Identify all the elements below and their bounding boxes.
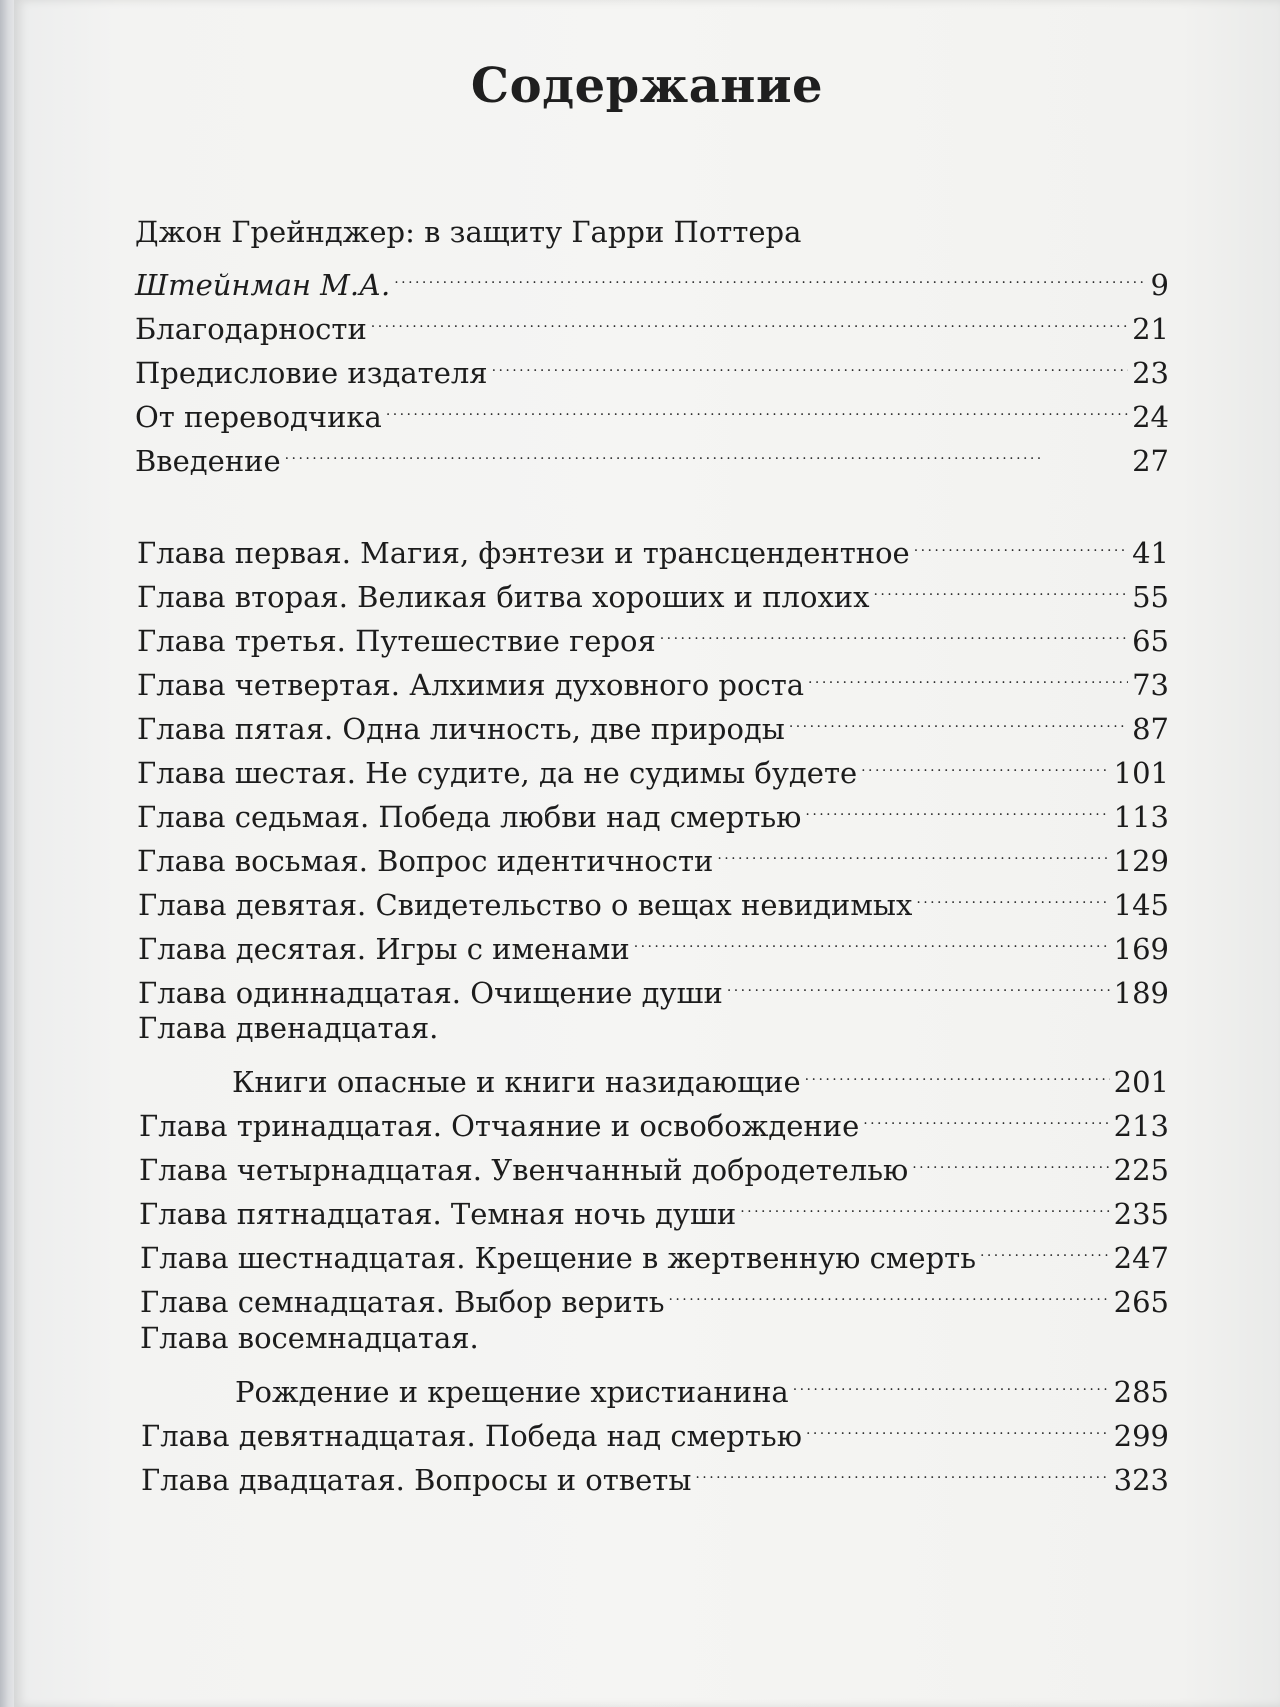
toc-page-number: 299 xyxy=(1113,1419,1169,1453)
toc-entry-chapter-13[interactable] xyxy=(139,1096,1169,1143)
toc-entry-label: Глава четырнадцатая. Увенчанный добродетелью xyxy=(139,1153,909,1187)
toc-entry-chapter-12[interactable] xyxy=(232,1052,1169,1099)
toc-entry-label: Глава шестнадцатая. Крещение в жертвенную смерть xyxy=(140,1241,976,1275)
toc-entry-label: Глава пятнадцатая. Темная ночь души xyxy=(139,1197,737,1231)
toc-entry-label: Глава пятая. Одна личность, две природы xyxy=(137,712,785,746)
toc-page-number: 213 xyxy=(1113,1109,1169,1143)
toc-page-number: 323 xyxy=(1113,1463,1169,1497)
toc-entry-chapter-14[interactable] xyxy=(139,1140,1169,1187)
toc-page-number: 129 xyxy=(1113,844,1169,878)
toc-page-number: 41 xyxy=(1132,536,1169,570)
toc-page-number: 235 xyxy=(1113,1197,1169,1231)
toc-entry-label: Предисловие издателя xyxy=(135,356,488,390)
toc-entry-chapter-18[interactable] xyxy=(235,1362,1169,1409)
toc-entry-label: Глава восьмая. Вопрос идентичности xyxy=(137,844,714,878)
toc-entry-label: Глава шестая. Не судите, да не судимы будете xyxy=(137,756,858,790)
dot-leader xyxy=(386,387,1128,427)
toc-chapter-18-heading: Глава восемнадцатая. xyxy=(140,1321,479,1355)
toc-entry-label: Глава седьмая. Победа любви над смертью xyxy=(137,800,802,834)
toc-entry-label: Книги опасные и книги назидающие xyxy=(232,1065,801,1099)
toc-entry-label: Глава вторая. Великая битва хороших и плохих xyxy=(137,580,870,614)
toc-entry-chapter-16[interactable] xyxy=(140,1228,1169,1275)
toc-entry-label: Глава девятнадцатая. Победа над смертью xyxy=(141,1419,802,1453)
dot-leader xyxy=(806,1406,1110,1446)
toc-page-number: 65 xyxy=(1132,624,1169,658)
toc-page-number: 169 xyxy=(1113,932,1169,966)
toc-page-number: 27 xyxy=(1132,444,1169,478)
toc-page-number: 285 xyxy=(1113,1375,1169,1409)
dot-leader xyxy=(695,1450,1109,1490)
toc-page-number: 23 xyxy=(1132,356,1169,390)
toc-page-number: 225 xyxy=(1113,1153,1169,1187)
table-of-contents xyxy=(14,0,1280,1707)
toc-entry-label: Введение xyxy=(135,444,281,478)
toc-chapter-12-heading: Глава двенадцатая. xyxy=(138,1011,439,1045)
toc-page-number: 55 xyxy=(1132,580,1169,614)
toc-entry-label: Рождение и крещение христианина xyxy=(235,1375,789,1409)
toc-entry-chapter-5[interactable] xyxy=(137,699,1169,746)
toc-entry-chapter-9[interactable] xyxy=(138,875,1169,922)
dot-leader xyxy=(980,1228,1110,1268)
toc-page-number: 73 xyxy=(1132,668,1169,702)
toc-entry-label: Глава девятая. Свидетельство о вещах невидимых xyxy=(138,888,913,922)
dot-leader xyxy=(285,431,1128,471)
toc-page-number: 9 xyxy=(1150,268,1169,302)
toc-page-number: 189 xyxy=(1113,976,1169,1010)
dot-leader xyxy=(793,1362,1110,1402)
toc-entry-chapter-10[interactable] xyxy=(138,919,1169,966)
toc-entry-chapter-6[interactable] xyxy=(137,743,1169,790)
toc-page-number: 247 xyxy=(1113,1241,1169,1275)
dot-leader xyxy=(805,1052,1110,1092)
dot-leader xyxy=(634,919,1110,959)
dot-leader xyxy=(873,567,1128,607)
dot-leader xyxy=(669,1272,1110,1312)
dot-leader xyxy=(371,299,1128,339)
toc-entry-label: Глава тринадцатая. Отчаяние и освобождение xyxy=(139,1109,860,1143)
dot-leader xyxy=(394,255,1146,295)
page-binding-edge xyxy=(0,0,14,1707)
toc-page-number: 87 xyxy=(1132,712,1169,746)
dot-leader xyxy=(727,963,1110,1003)
toc-page-number: 113 xyxy=(1113,800,1169,834)
toc-entry-chapter-19[interactable] xyxy=(141,1406,1169,1453)
toc-page-number: 21 xyxy=(1132,312,1169,346)
toc-front-heading: Джон Грейнджер: в защиту Гарри Поттера xyxy=(135,215,802,249)
toc-entry-chapter-15[interactable] xyxy=(139,1184,1169,1231)
book-page xyxy=(14,0,1280,1707)
toc-entry-chapter-8[interactable] xyxy=(137,831,1169,878)
toc-entry-label: От переводчика xyxy=(135,400,382,434)
toc-entry-label: Благодарности xyxy=(135,312,367,346)
toc-page-number: 145 xyxy=(1113,888,1169,922)
dot-leader xyxy=(861,743,1109,783)
toc-page-number: 201 xyxy=(1113,1065,1169,1099)
toc-entry-chapter-3[interactable] xyxy=(137,611,1169,658)
toc-entry-chapter-20[interactable] xyxy=(141,1450,1169,1497)
dot-leader xyxy=(805,787,1109,827)
toc-entry-chapter-7[interactable] xyxy=(137,787,1169,834)
dot-leader xyxy=(912,1140,1109,1180)
toc-entry-label: Глава третья. Путешествие героя xyxy=(137,624,656,658)
dot-leader xyxy=(660,611,1128,651)
toc-page-number: 24 xyxy=(1132,400,1169,434)
dot-leader xyxy=(789,699,1128,739)
toc-entry-chapter-2[interactable] xyxy=(137,567,1169,614)
toc-entry-label: Глава одиннадцатая. Очищение души xyxy=(138,976,723,1010)
dot-leader xyxy=(914,523,1128,563)
toc-entry-label: Глава двадцатая. Вопросы и ответы xyxy=(141,1463,692,1497)
toc-page-number: 101 xyxy=(1113,756,1169,790)
toc-entry-label: Глава первая. Магия, фэнтези и трансцендентное xyxy=(137,536,910,570)
toc-entry-publisher-preface[interactable] xyxy=(135,343,1169,390)
toc-entry-translator[interactable] xyxy=(135,387,1169,434)
toc-entry-label: Глава семнадцатая. Выбор верить xyxy=(140,1285,665,1319)
toc-entry-label: Глава четвертая. Алхимия духовного роста xyxy=(137,668,805,702)
toc-entry-chapter-4[interactable] xyxy=(137,655,1169,702)
dot-leader xyxy=(492,343,1129,383)
dot-leader xyxy=(916,875,1109,915)
dot-leader xyxy=(863,1096,1109,1136)
toc-page-number: 265 xyxy=(1113,1285,1169,1319)
toc-entry-label: Штейнман М.А. xyxy=(135,268,391,302)
toc-entry-chapter-17[interactable] xyxy=(140,1272,1169,1319)
dot-leader xyxy=(717,831,1109,871)
toc-entry-author[interactable] xyxy=(135,255,1169,302)
toc-entry-label: Глава десятая. Игры с именами xyxy=(138,932,630,966)
toc-entry-acknowledgements[interactable] xyxy=(135,299,1169,346)
toc-entry-chapter-1[interactable] xyxy=(137,523,1169,570)
toc-entry-introduction[interactable] xyxy=(135,431,1169,478)
page-title: Содержание xyxy=(470,58,824,114)
toc-entry-chapter-11[interactable] xyxy=(138,963,1169,1010)
dot-leader xyxy=(808,655,1128,695)
dot-leader xyxy=(740,1184,1109,1224)
